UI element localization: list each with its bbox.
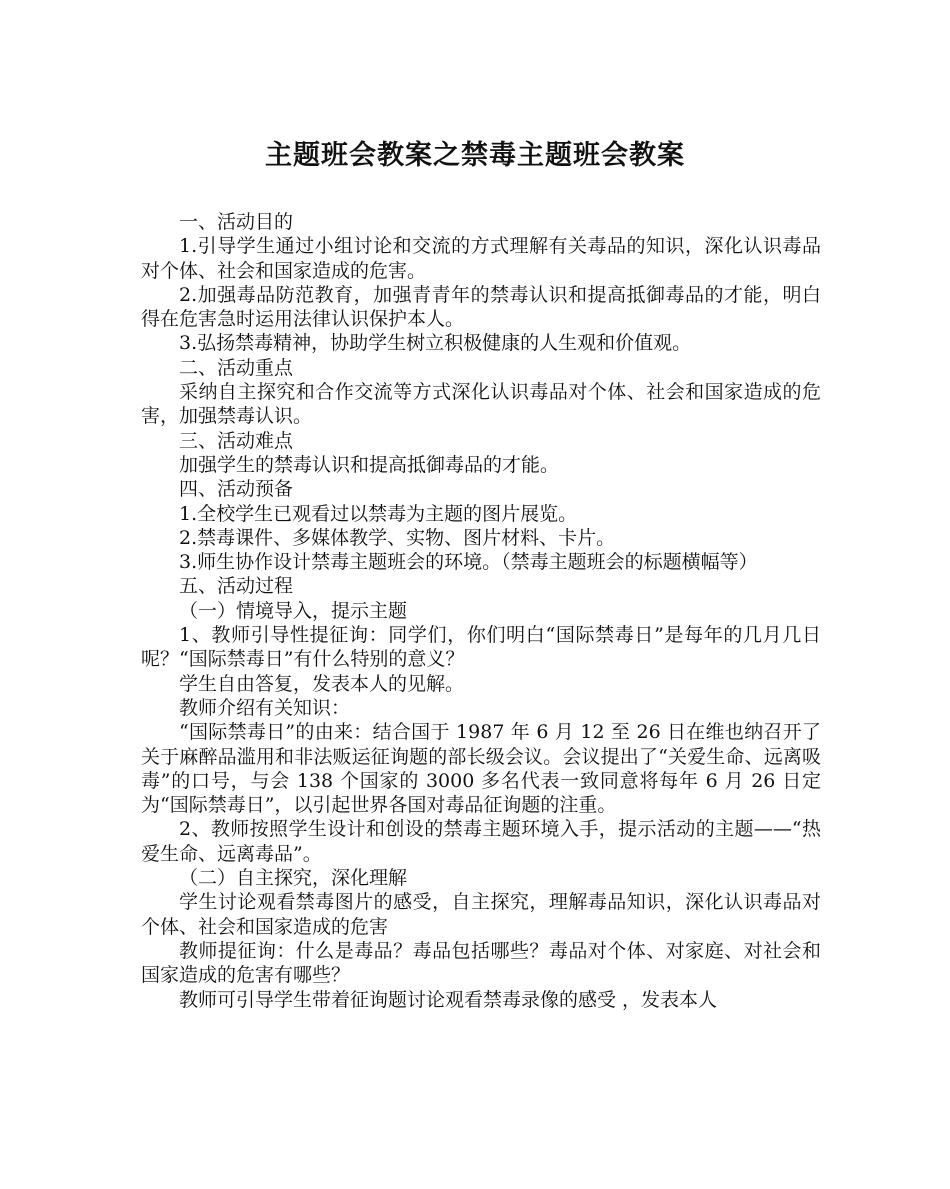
paragraph: 1.引导学生通过小组讨论和交流的方式理解有关毒品的知识，深化认识毒品对个体、社会和国家造成的危害。: [141, 235, 821, 282]
subsection-heading-2: （二）自主探究，深化理解: [179, 867, 408, 890]
paragraph: 1、教师引导性提征询：同学们，你们明白“国际禁毒日”是每年的几月几日呢？“国际禁毒日”有什么特别的意义？: [141, 624, 821, 671]
paragraph: 2.加强毒品防范教育，加强青青年的禁毒认识和提高抵御毒品的才能，明白得在危害急时运用法律认识保护本人。: [141, 283, 821, 331]
paragraph: 教师介绍有关知识：: [179, 696, 351, 719]
document-title: 主题班会教案之禁毒主题班会教案: [265, 140, 685, 171]
paragraph: “国际禁毒日”的由来：结合国于 1987 年 6 月 12 至 26 日在维也纳召开了关于麻醉品滥用和非法贩运征询题的部长级会议。会议提出了“关爱生命、远离吸毒”的口号，与会 138 个国家的 3000 多名代表一致同意将每年 6 月 26 日定为“国际禁毒日”，以引起世界各国对毒品征询题的注重。: [141, 721, 821, 817]
document-body: [141, 210, 821, 1012]
section-heading-3: 三、活动难点: [179, 429, 294, 452]
subsection-heading-1: （一）情境导入，提示主题: [179, 599, 408, 622]
section-heading-5: 五、活动过程: [179, 575, 294, 598]
paragraph: 学生自由答复，发表本人的见解。: [179, 672, 465, 695]
paragraph: 2、教师按照学生设计和创设的禁毒主题环境入手，提示活动的主题——“热爱生命、远离毒品”。: [141, 818, 821, 865]
section-heading-1: 一、活动目的: [179, 211, 294, 233]
paragraph: 教师提征询：什么是毒品？毒品包括哪些？毒品对个体、对家庭、对社会和国家造成的危害有哪些？: [141, 939, 821, 987]
paragraph: 加强学生的禁毒认识和提高抵御毒品的才能。: [179, 453, 560, 476]
paragraph: 3.弘扬禁毒精神，协助学生树立积极健康的人生观和价值观。: [179, 332, 692, 355]
paragraph: 1.全校学生已观看过以禁毒为主题的图片展览。: [179, 502, 578, 525]
paragraph: 采纳自主探究和合作交流等方式深化认识毒品对个体、社会和国家造成的危害，加强禁毒认识。: [141, 381, 821, 428]
section-heading-2: 二、活动重点: [179, 356, 294, 379]
paragraph: 教师可引导学生带着征询题讨论观看禁毒录像的感受 ，发表本人: [179, 988, 718, 1011]
paragraph: 学生讨论观看禁毒图片的感受，自主探究，理解毒品知识，深化认识毒品对个体、社会和国家造成的危害: [141, 891, 821, 938]
paragraph: 2.禁毒课件、多媒体教学、实物、图片材料、卡片。: [179, 526, 616, 549]
paragraph: 3.师生协作设计禁毒主题班会的环境。（禁毒主题班会的标题横幅等）: [179, 551, 758, 574]
section-heading-4: 四、活动预备: [179, 478, 294, 501]
